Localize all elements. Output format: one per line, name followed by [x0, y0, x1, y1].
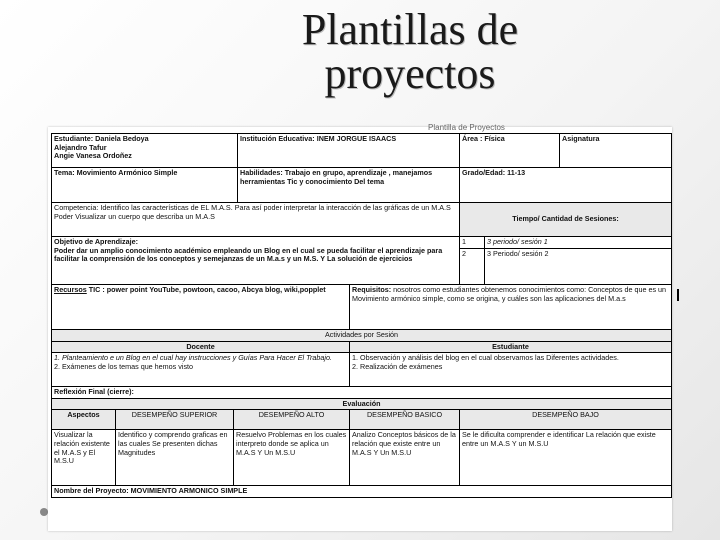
eval-header-basico: DESEMPEÑO BASICO [350, 410, 460, 430]
area-cell: Área : Física [460, 134, 560, 168]
student-activities-cell [350, 353, 672, 387]
student-activity-1: 1. Observación y análisis del blog en el cual observamos las Diferentes actividades. [352, 353, 619, 363]
session-1-text: 3 periodo/ sesión 1 [485, 237, 672, 249]
eval-cell-aspect: Visualizar la relación existente el M.A.S y El M.S.U [52, 430, 116, 486]
eval-cell-bajo: Se le dificulta comprender e identificar La relación que existe entre un M.A.S Y un M.S.U [460, 430, 672, 486]
project-template-document [48, 123, 672, 531]
student-header: Estudiante [350, 341, 672, 353]
session-time-header: Tiempo/ Cantidad de Sesiones: [460, 203, 672, 237]
slide-title-line1: Plantillas de [301, 5, 519, 54]
objective-cell [52, 237, 460, 285]
grade-cell: Grado/Edad: 11-13 [460, 168, 672, 203]
resources-cell [52, 285, 350, 330]
eval-cell-basico: Analizo Conceptos básicos de la relación que existe entre un M.A.S Y Un M.S.U [350, 430, 460, 486]
competence-cell: Competencia: Identifico las características de EL M.A.S. Para así poder interpretar la interacción de las gráficas de un M.A.S Poder Visualizar un cuerpo que describa un M.A.S [52, 203, 460, 237]
session-1-number: 1 [460, 237, 485, 249]
eval-header-alto: DESEMPEÑO ALTO [234, 410, 350, 430]
requirements-cell [350, 285, 672, 330]
teacher-activity-1: 1. Planteamiento e un Blog en el cual hay instrucciones y Guías Para Hacer El Trabajo. [54, 353, 332, 363]
student-name-1: Estudiante: Daniela Bedoya [54, 134, 149, 143]
session-2-number: 2 [460, 249, 485, 285]
student-name-3: Angie Vanesa Ordoñez [54, 151, 132, 161]
topic-cell: Tema: Movimiento Armónico Simple [52, 168, 238, 203]
teacher-activities-cell [52, 353, 350, 387]
eval-header-aspects: Aspectos [52, 410, 116, 430]
objective-label: Objetivo de Aprendizaje: [54, 237, 138, 246]
slide-bullet-dot [40, 508, 48, 516]
eval-header-bajo: DESEMPEÑO BAJO [460, 410, 672, 430]
final-reflection-cell: Reflexión Final (cierre): [52, 387, 672, 399]
student-name-2: Alejandro Tafur [54, 142, 107, 152]
slide-title-line2: proyectos [324, 49, 496, 98]
requirements-text: nosotros como estudiantes obtenemos conocimientos como: Conceptos de que es un Movimiento armónico simple, como se origina, y cuáles son las aplicaciones del M.a.s [352, 285, 667, 303]
project-name-cell: Nombre del Proyecto: MOVIMIENTO ARMONICO SIMPLE [52, 486, 672, 498]
institution-cell: Institución Educativa: INEM JORGUE ISAACS [238, 134, 460, 168]
slide-title [190, 5, 630, 98]
requirements-label: Requisitos: [352, 285, 392, 294]
skills-cell: Habilidades: Trabajo en grupo, aprendizaje , manejamos herramientas Tic y conocimiento Del tema [238, 168, 460, 203]
subject-cell: Asignatura [560, 134, 672, 168]
resources-text: TIC : power point YouTube, powtoon, cacoo, Abcya blog, wiki,popplet [86, 285, 326, 294]
session-2-text: 3 Periodo/ sesión 2 [485, 249, 672, 285]
teacher-activity-2: 2. Exámenes de los temas que hemos visto [54, 361, 194, 371]
eval-header-superior: DESEMPEÑO SUPERIOR [116, 410, 234, 430]
student-activity-2: 2. Realización de exámenes [352, 361, 443, 371]
resources-label: Recursos [54, 285, 87, 294]
document-edge-mark [677, 289, 679, 301]
teacher-header: Docente [52, 341, 350, 353]
activities-title: Actividades por Sesión [52, 330, 672, 342]
document-header: Plantilla de Proyectos [428, 123, 505, 132]
student-names-cell [52, 134, 238, 168]
objective-text: Poder dar un amplio conocimiento académico empleando un Blog en el cual se pueda facilitar el aprendizaje para facilitar la comprensión de los conceptos y semejanzas de un M.a.s y un M.S. Y La solución de ejercicios [54, 245, 443, 264]
eval-cell-superior: Identifico y comprendo graficas en las cuales Se presenten dichas Magnitudes [116, 430, 234, 486]
eval-cell-alto: Resuelvo Problemas en los cuales interpreto donde se aplica un M.A.S Y Un M.S.U [234, 430, 350, 486]
project-template-table [51, 133, 672, 498]
evaluation-title: Evaluación [52, 398, 672, 410]
